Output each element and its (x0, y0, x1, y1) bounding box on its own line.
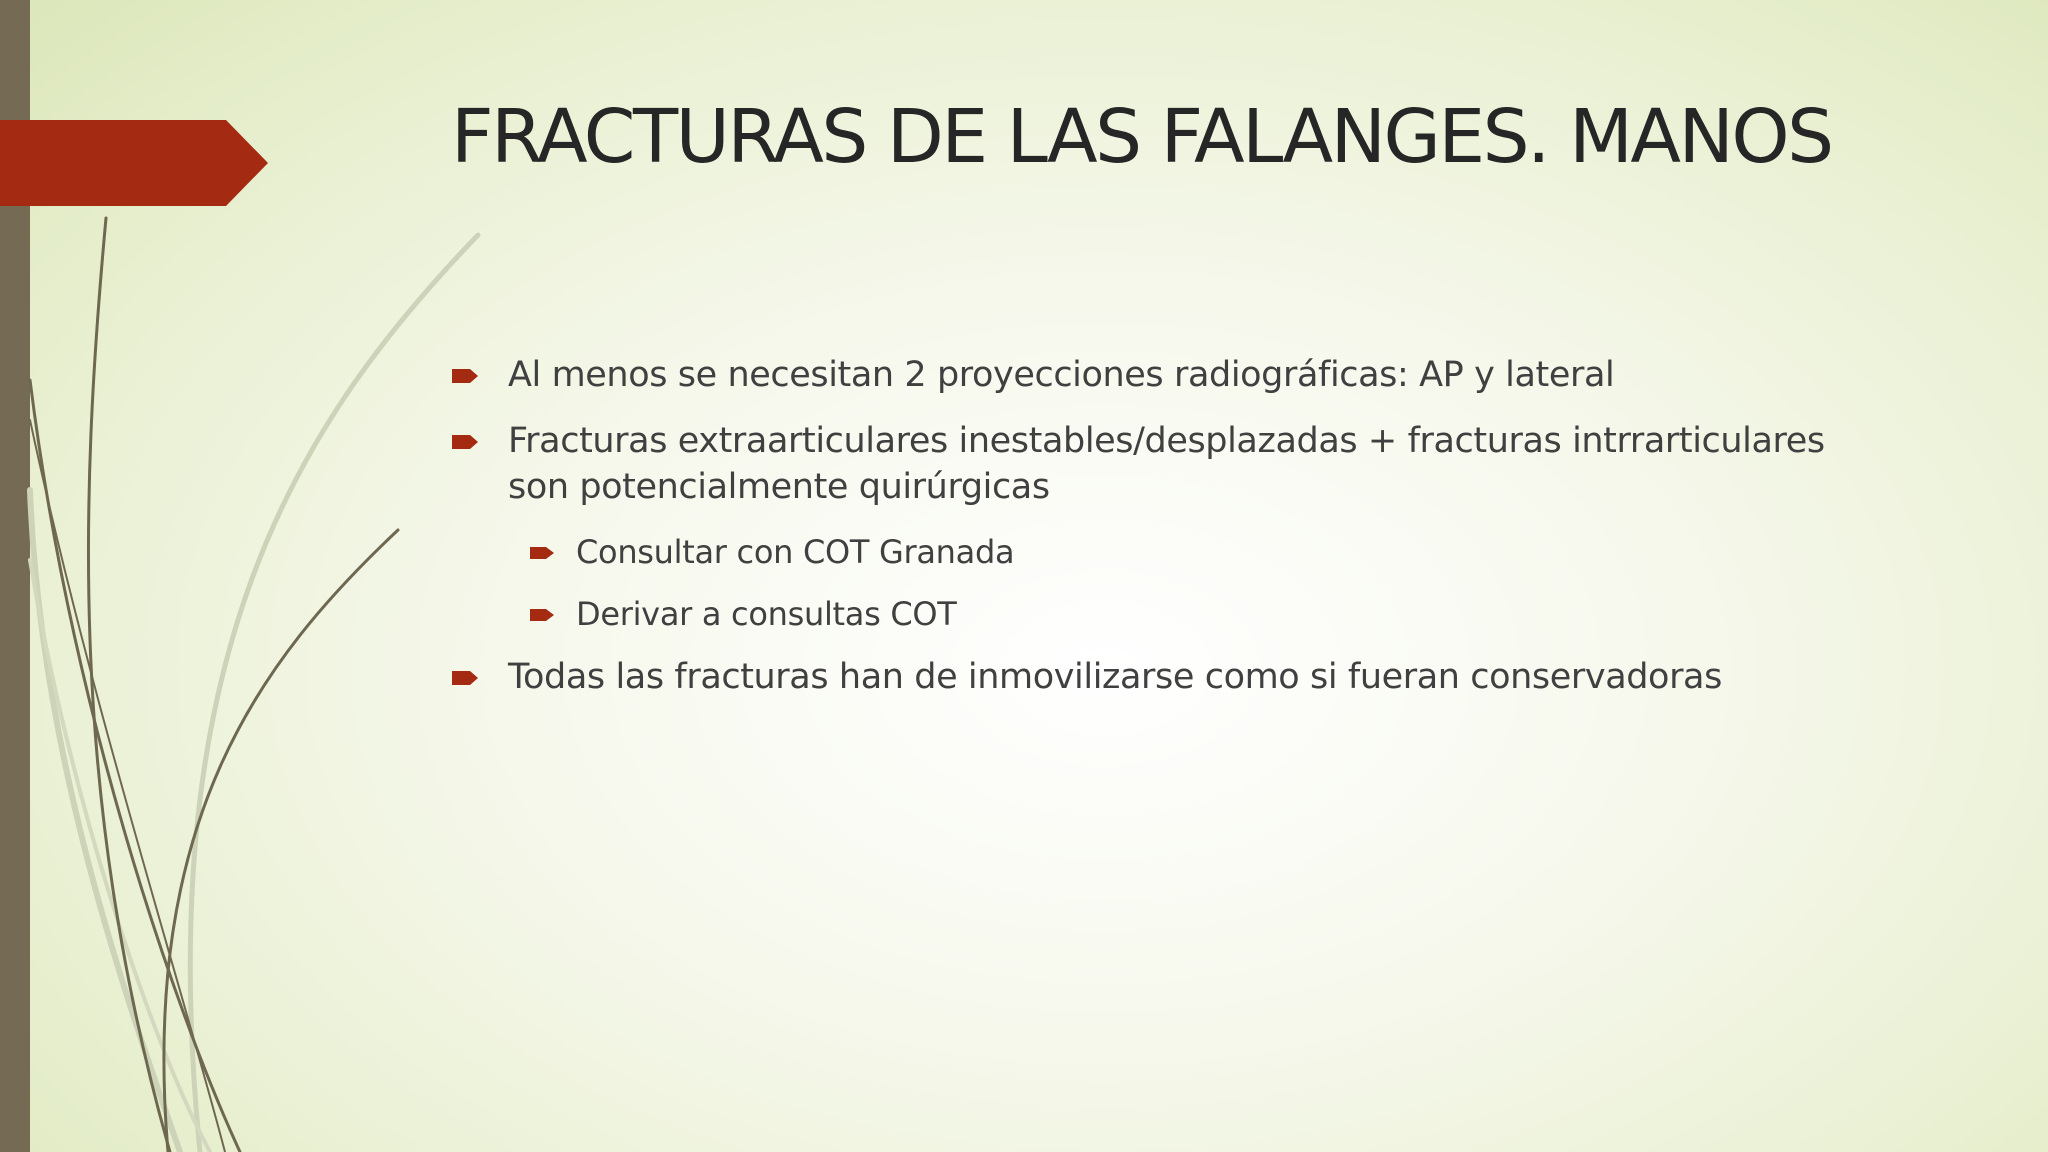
bullet-text: Fracturas extraarticulares inestables/desplazadas + fracturas intrrarticulares son potencialmente quirúrgicas (508, 421, 1825, 507)
sub-bullet-item (450, 530, 1890, 574)
bullet-text: Consultar con COT Granada (576, 533, 1015, 571)
sub-bullet-item (450, 592, 1890, 636)
bullet-text: Derivar a consultas COT (576, 595, 957, 633)
arrow-bullet-icon (452, 433, 480, 451)
bullet-text: Al menos se necesitan 2 proyecciones radiográficas: AP y lateral (508, 355, 1615, 395)
bullet-item (450, 352, 1890, 398)
title-arrow-shape (0, 120, 270, 206)
arrow-bullet-icon (452, 669, 480, 687)
bullet-item (450, 654, 1890, 700)
arrow-bullet-icon (530, 545, 556, 561)
arrow-bullet-icon (452, 367, 480, 385)
bullet-item (450, 418, 1890, 510)
slide-title: FRACTURAS DE LAS FALANGES. MANOS (451, 94, 1832, 180)
bullet-text: Todas las fracturas han de inmovilizarse como si fueran conservadoras (508, 657, 1722, 697)
arrow-bullet-icon (530, 607, 556, 623)
bullet-list (450, 352, 1890, 720)
